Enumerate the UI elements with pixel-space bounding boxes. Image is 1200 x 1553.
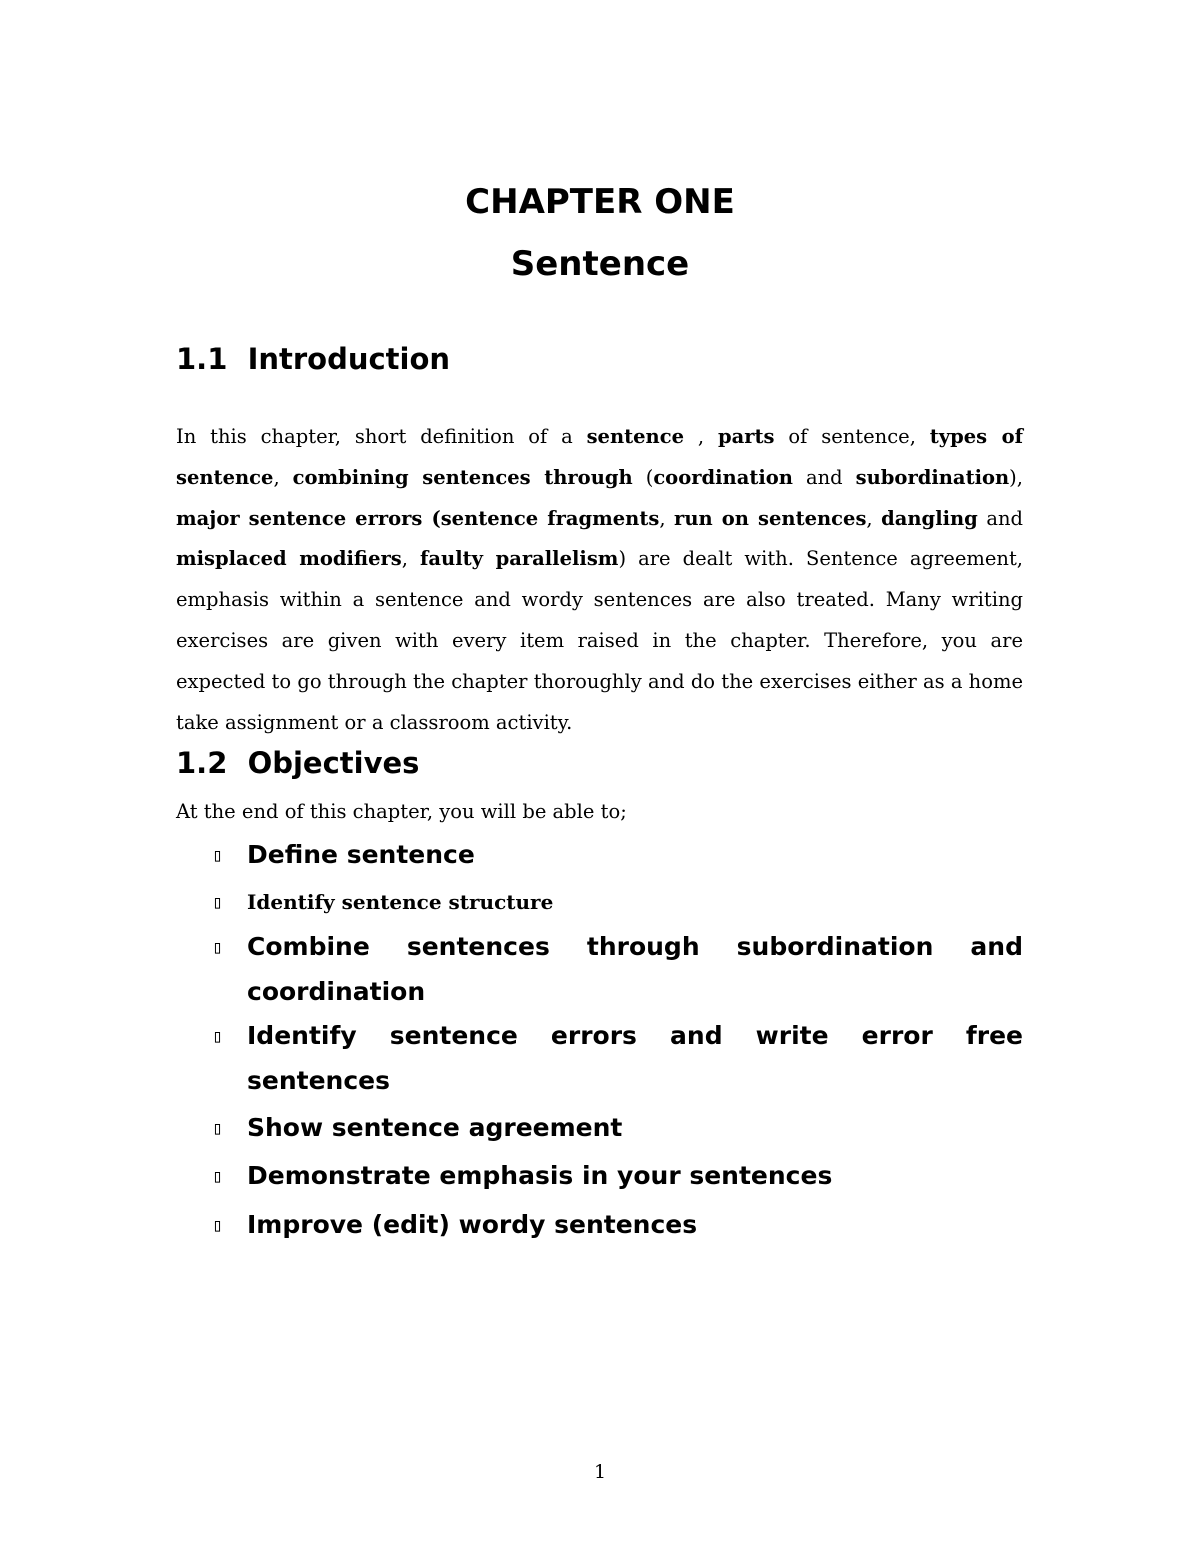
intro-segment-bold: combining sentences through <box>292 465 633 489</box>
objective-item: Combine sentences through subordination and coordination <box>247 932 1023 1006</box>
bullet-icon: ▯ <box>212 892 223 913</box>
intro-segment: , <box>866 506 882 530</box>
objective-item: Show sentence agreement <box>247 1113 623 1142</box>
objective-item: Improve (edit) wordy sentences <box>247 1210 698 1239</box>
intro-segment-bold: major sentence errors (sentence fragments <box>176 506 660 530</box>
chapter-label: CHAPTER ONE <box>465 182 735 222</box>
bullet-icon: ▯ <box>212 845 223 866</box>
intro-segment: , <box>401 547 421 571</box>
intro-segment-bold: run on sentences <box>674 506 867 530</box>
introduction-paragraph <box>176 417 1023 743</box>
bullet-icon: ▯ <box>212 1026 223 1047</box>
intro-segment: , <box>659 506 675 530</box>
bullet-icon: ▯ <box>212 1215 223 1236</box>
intro-segment-bold: types of sentence <box>176 425 1023 489</box>
objective-item: Identify sentence errors and write error free sentences <box>247 1021 1023 1095</box>
intro-segment: , <box>684 425 718 448</box>
objective-item: Demonstrate emphasis in your sentences <box>247 1161 833 1190</box>
intro-segment: , <box>273 465 293 489</box>
objectives-intro: At the end of this chapter, you will be able to; <box>176 800 627 823</box>
introduction-heading: 1.1 Introduction <box>176 342 451 376</box>
intro-segment: ), <box>1009 465 1023 489</box>
intro-segment: and <box>977 506 1023 530</box>
intro-segment-bold: sentence <box>586 425 685 448</box>
bullet-icon: ▯ <box>212 937 223 958</box>
bullet-icon: ▯ <box>212 1166 223 1187</box>
chapter-title: Sentence <box>510 244 690 284</box>
intro-segment-bold: faulty parallelism <box>420 547 619 571</box>
objective-item: Define sentence <box>247 840 475 869</box>
intro-segment-bold: misplaced modifiers <box>176 547 402 571</box>
intro-segment-bold: parts <box>717 425 775 448</box>
objectives-heading: 1.2 Objectives <box>176 746 420 780</box>
intro-segment: and <box>792 465 856 489</box>
intro-segment: of sentence, <box>774 425 930 448</box>
intro-segment: ) are dealt with. Sentence agreement, emphasis within a sentence and wordy sentences are also treated. Many writing exercises are given with every item raised in the chapter. Therefore, you are expected to go through the chapter thoroughly and do the exercises either as a home take assignment or a classroom activity. <box>176 547 1023 734</box>
intro-segment-bold: coordination <box>653 465 793 489</box>
intro-segment-bold: dangling <box>881 506 978 530</box>
intro-segment: ( <box>632 465 654 489</box>
intro-segment-bold: subordination <box>855 465 1010 489</box>
objective-item: Identify sentence structure <box>247 890 554 914</box>
page-number: 1 <box>593 1461 607 1483</box>
bullet-icon: ▯ <box>212 1118 223 1139</box>
intro-segment: In this chapter, short definition of a <box>176 425 587 448</box>
